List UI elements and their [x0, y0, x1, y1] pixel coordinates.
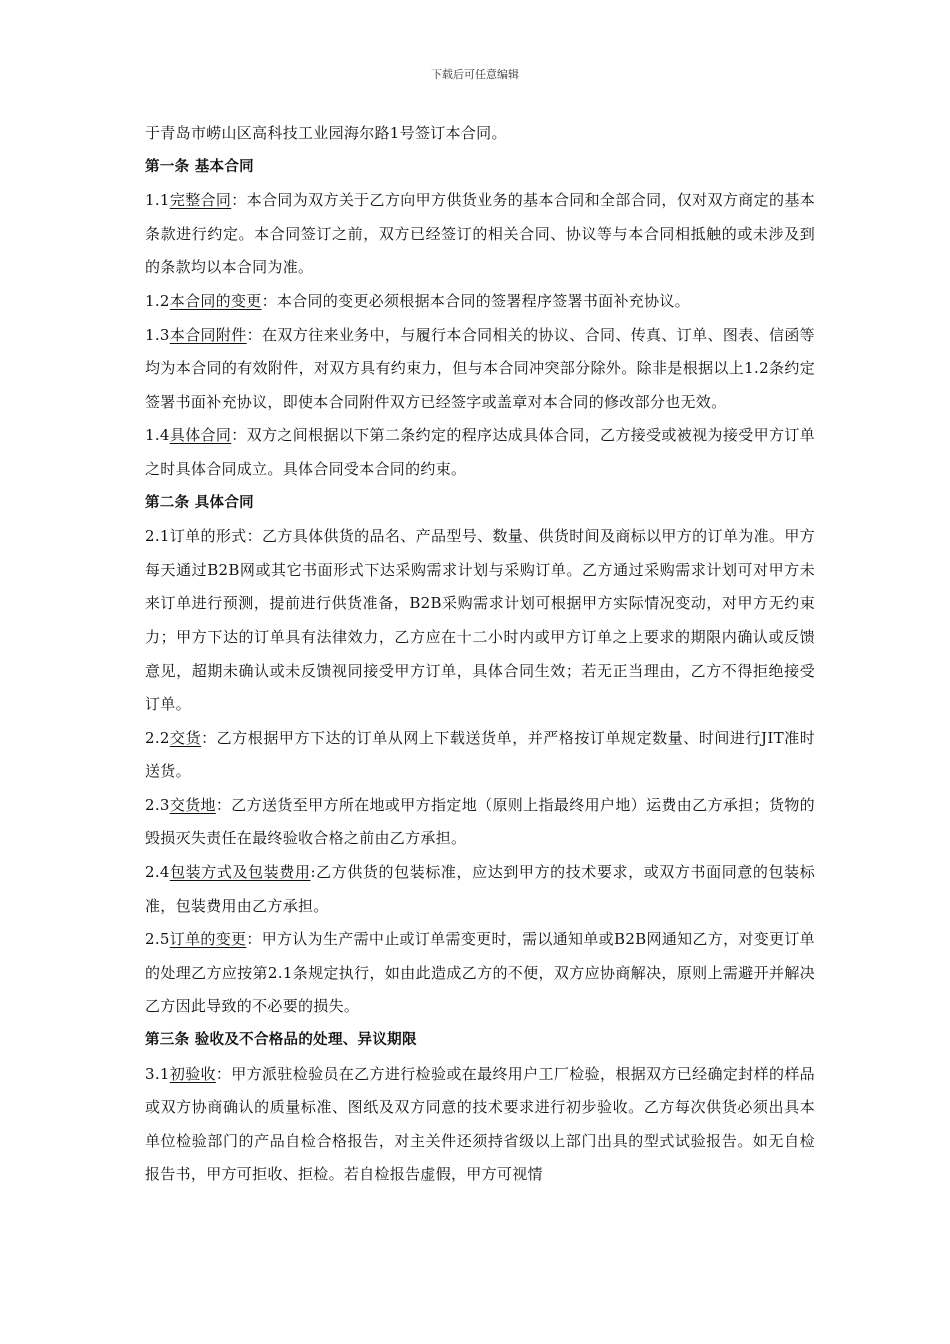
- clause-term: 本合同的变更: [169, 291, 262, 310]
- clause-1-3: [145, 319, 815, 420]
- clause-1-1: [145, 184, 815, 285]
- clause-number: 2.4: [145, 863, 170, 882]
- clause-body: ：本合同的变更必须根据本合同的签署程序签署书面补充协议。: [261, 291, 690, 310]
- clause-number: 1.2: [145, 291, 170, 310]
- clause-body: ：双方之间根据以下第二条约定的程序达成具体合同，乙方接受或被视为接受甲方订单之时具体合同成立。具体合同受本合同的约束。: [145, 426, 815, 478]
- clause-2-5: [145, 923, 815, 1024]
- document-body: [145, 117, 815, 1192]
- section-1-heading: 第一条 基本合同: [145, 158, 254, 175]
- section-2-heading: 第二条 具体合同: [145, 494, 254, 511]
- clause-body: ：甲方认为生产需中止或订单需变更时，需以通知单或B2B网通知乙方，对变更订单的处理乙方应按第2.1条规定执行，如由此造成乙方的不便，双方应协商解决，原则上需避开并解决乙方因此导致的不必要的损失。: [145, 930, 815, 1016]
- clause-number: 1.4: [145, 426, 170, 445]
- clause-1-4: [145, 419, 815, 486]
- clause-term: 完整合同: [169, 191, 232, 210]
- clause-body: ：本合同为双方关于乙方向甲方供货业务的基本合同和全部合同，仅对双方商定的基本条款进行约定。本合同签订之前，双方已经签订的相关合同、协议等与本合同相抵触的或未涉及到的条款均以本合同为准。: [145, 191, 815, 277]
- clause-body: :乙方供货的包装标准，应达到甲方的技术要求，或双方书面同意的包装标准，包装费用由乙方承担。: [145, 863, 815, 915]
- clause-2-3: [145, 789, 815, 856]
- clause-number: 2.3: [145, 795, 170, 814]
- clause-number: 1.1: [145, 191, 170, 210]
- clause-term: 交货: [169, 728, 202, 747]
- clause-2-1: 2.1订单的形式：乙方具体供货的品名、产品型号、数量、供货时间及商标以甲方的订单为准。甲方每天通过B2B网或其它书面形式下达采购需求计划与采购订单。乙方通过采购需求计划可对甲方未来订单进行预测，提前进行供货准备，B2B采购需求计划可根据甲方实际情况变动，对甲方无约束力；甲方下达的订单具有法律效力，乙方应在十二小时内或甲方订单之上要求的期限内确认或反馈意见，超期未确认或未反馈视同接受甲方订单，具体合同生效；若无正当理由，乙方不得拒绝接受订单。: [145, 527, 815, 714]
- clause-body: ：在双方往来业务中，与履行本合同相关的协议、合同、传真、订单、图表、信函等均为本合同的有效附件，对双方具有约束力，但与本合同冲突部分除外。除非是根据以上1.2条约定签署书面补充协议，即使本合同附件双方已经签字或盖章对本合同的修改部分也无效。: [145, 325, 815, 411]
- clause-term: 包装方式及包装费用: [169, 863, 311, 882]
- section-3-heading: 第三条 验收及不合格品的处理、异议期限: [145, 1032, 417, 1049]
- clause-2-2: [145, 722, 815, 789]
- clause-3-1: [145, 1058, 815, 1192]
- clause-number: 2.2: [145, 728, 170, 747]
- clause-term: 具体合同: [169, 426, 232, 445]
- clause-term: 本合同附件: [169, 325, 247, 344]
- clause-number: 3.1: [145, 1064, 170, 1083]
- clause-term: 订单的变更: [169, 930, 247, 949]
- clause-number: 1.3: [145, 325, 170, 344]
- page-header: 下载后可任意编辑: [431, 68, 519, 81]
- clause-term: 初验收: [169, 1064, 216, 1083]
- intro-paragraph: 于青岛市崂山区高科技工业园海尔路1号签订本合同。: [145, 124, 507, 142]
- clause-body: ：乙方送货至甲方所在地或甲方指定地（原则上指最终用户地）运费由乙方承担；货物的毁损灭失责任在最终验收合格之前由乙方承担。: [145, 795, 815, 848]
- clause-term: 交货地: [169, 795, 216, 814]
- clause-number: 2.5: [145, 930, 170, 949]
- clause-2-4: [145, 856, 815, 923]
- clause-body: ：乙方根据甲方下达的订单从网上下载送货单，并严格按订单规定数量、时间进行JIT准时送货。: [145, 728, 815, 781]
- clause-1-2: [145, 285, 815, 319]
- clause-body: ：甲方派驻检验员在乙方进行检验或在最终用户工厂检验，根据双方已经确定封样的样品或双方协商确认的质量标准、图纸及双方同意的技术要求进行初步验收。乙方每次供货必须出具本单位检验部门的产品自检合格报告，对主关件还须持省级以上部门出具的型式试验报告。如无自检报告书，甲方可拒收、拒检。若自检报告虚假，甲方可视情: [145, 1064, 815, 1184]
